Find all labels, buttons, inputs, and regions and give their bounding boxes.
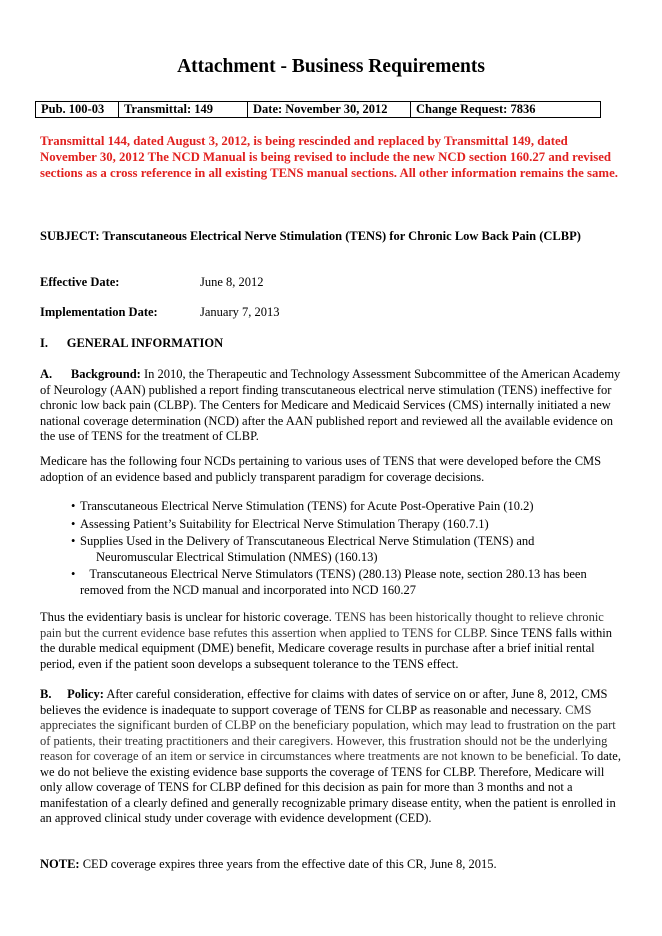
bullet-marker: • <box>71 499 76 513</box>
evidentiary-paragraph <box>40 610 624 672</box>
note-label: NOTE: <box>40 857 80 871</box>
background-text: In 2010, the Therapeutic and Technology Assessment Subcommittee of the American Academy of Neurology (AAN) published a report finding transcutaneous electrical nerve stimulation (TENS) ineffective for chronic low back pain (CLBP). The Centers for Medicare and Medicaid Services (CMS) internally initiated a new national coverage determination (NCD) after the AAN published report and reviewed all the available evidence on the use of TENS for the treatment of CLBP. <box>40 367 621 443</box>
list-item-text: Assessing Patient’s Suitability for Electrical Nerve Stimulation Therapy (160.7.1) <box>80 516 489 531</box>
list-item <box>70 567 610 598</box>
list-item-text-continued: Neuromuscular Electrical Stimulation (NMES) (160.13) <box>96 549 378 564</box>
ncds-intro-paragraph: Medicare has the following four NCDs pertaining to various uses of TENS that were developed before the CMS adoption of an evidence based and publicly transparent paradigm for coverage decisions. <box>40 454 602 484</box>
bullet-marker: • <box>71 567 76 581</box>
page-title: Attachment - Business Requirements <box>177 56 485 77</box>
bullet-marker: • <box>71 534 76 548</box>
effective-date-row <box>40 275 264 291</box>
effective-date-label: Effective Date: <box>40 275 120 289</box>
bullet-marker: • <box>71 516 76 531</box>
policy-text-1: After careful consideration, effective for claims with dates of service on or after, June 8, 2012, CMS believes the evidence is inadequate to support coverage of TENS for CLBP as reasonable and necessary. <box>40 687 608 717</box>
ncd-bullet-list <box>70 499 610 600</box>
list-item-text: Transcutaneous Electrical Nerve Stimulation (TENS) for Acute Post-Operative Pain (10.2) <box>80 499 534 513</box>
policy-paragraph <box>40 687 624 827</box>
transmittal-cell: Transmittal: 149 <box>119 102 248 118</box>
header-table <box>35 101 601 118</box>
implementation-date-value: January 7, 2013 <box>200 305 280 319</box>
pub-cell: Pub. 100-03 <box>36 102 119 118</box>
evidentiary-text-1: Thus the evidentiary basis is unclear for historic coverage. <box>40 610 335 624</box>
list-item <box>70 499 610 515</box>
header-table-row <box>36 102 601 118</box>
implementation-date-label: Implementation Date: <box>40 305 158 319</box>
list-item <box>70 534 610 565</box>
note-text: CED coverage expires three years from the effective date of this CR, June 8, 2015. <box>79 857 497 871</box>
policy-label: B. Policy: <box>40 687 104 701</box>
background-label: A. Background: <box>40 367 141 381</box>
list-item <box>70 517 610 533</box>
implementation-date-row <box>40 305 280 321</box>
policy-text-2: CMS appreciates the significant burden of CLBP on the beneficiary population, which may lead to frustration on the part of patients, their treating practitioners and their caregivers. However, this frustration should not be the underlying reason for coverage of an item or service in circumstances where treatments are not known to be beneficial. <box>40 702 616 763</box>
policy-text-3: To date, we do not believe the existing evidence base supports the coverage of TENS for CLBP. Therefore, Medicare will only allow coverage of TENS for CLBP defined for this decision as pain for more than 3 months and not a manifestation of a clearly defined and generally recognizable primary disease entity, when the patient is enrolled in an approved clinical study under coverage with evidence development (CED). <box>40 749 621 825</box>
date-cell: Date: November 30, 2012 <box>248 102 411 118</box>
list-item-text: Transcutaneous Electrical Nerve Stimulators (TENS) (280.13) Please note, section 280.13 has been removed from the NCD manual and incorporated into NCD 160.27 <box>80 567 590 597</box>
note-paragraph <box>40 857 624 873</box>
evidentiary-text-2: TENS has been historically thought to relieve chronic pain but the current evidence base refutes this assertion when applied to TENS for CLBP. <box>40 610 604 640</box>
background-paragraph <box>40 367 624 445</box>
effective-date-value: June 8, 2012 <box>200 275 264 289</box>
list-item-text: Supplies Used in the Delivery of Transcutaneous Electrical Nerve Stimulation (TENS) and <box>80 534 535 548</box>
section-heading: I. GENERAL INFORMATION <box>40 336 224 350</box>
subject-line: SUBJECT: Transcutaneous Electrical Nerve Stimulation (TENS) for Chronic Low Back Pain (CLBP) <box>40 229 581 243</box>
change-request-cell: Change Request: 7836 <box>411 102 601 118</box>
rescind-notice: Transmittal 144, dated August 3, 2012, is being rescinded and replaced by Transmittal 149, dated November 30, 2012 The NCD Manual is being revised to include the new NCD section 160.27 and revised sections as a cross reference in all existing TENS manual sections. All other information remains the same. <box>40 134 618 180</box>
evidentiary-text-3: Since TENS falls within the durable medical equipment (DME) benefit, Medicare coverage results in purchase after a brief initial rental period, even if the patient soon develops a subsequent tolerance to the TENS effect. <box>40 625 612 671</box>
